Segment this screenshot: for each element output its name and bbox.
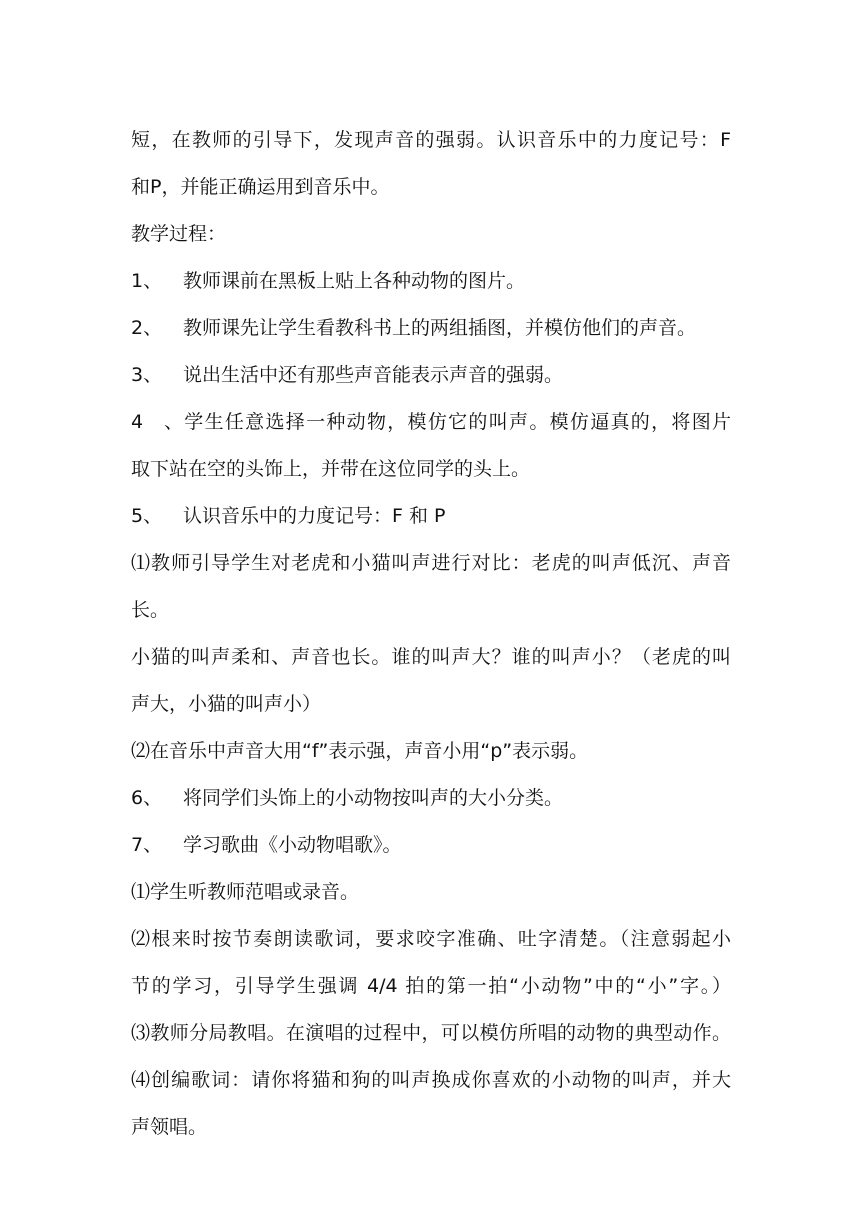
text-line — [131, 1057, 731, 1104]
text-line — [131, 305, 731, 352]
line-text: 说出生活中还有那些声音能表示声音的强弱。 — [183, 364, 564, 386]
text-line — [131, 1104, 731, 1151]
line-text: ⑵根来时按节奏朗读歌词，要求咬字准确、吐字清楚。（注意弱起小 — [131, 928, 731, 950]
line-text: 取下站在空的头饰上，并带在这位同学的头上。 — [131, 458, 531, 480]
list-number: 3、 — [131, 364, 163, 386]
list-number: 7、 — [131, 834, 163, 856]
line-text: ⑵在音乐中声音大用“f”表示强，声音小用“p”表示弱。 — [131, 740, 589, 762]
line-text: 教师课前在黑板上贴上各种动物的图片。 — [183, 270, 526, 292]
line-text: 小猫的叫声柔和、声音也长。谁的叫声大？谁的叫声小？（老虎的叫 — [131, 646, 731, 668]
line-text: ⑴学生听教师范唱或录音。 — [131, 881, 360, 903]
line-text: 节的学习，引导学生强调 4/4 拍的第一拍“小动物”中的“小”字。） — [131, 975, 731, 997]
list-number: 2、 — [131, 317, 163, 339]
text-line — [131, 822, 731, 869]
text-line — [131, 164, 731, 211]
text-line — [131, 258, 731, 305]
line-text: 长。 — [131, 599, 170, 621]
line-text: ⑴教师引导学生对老虎和小猫叫声进行对比：老虎的叫声低沉、声音 — [131, 552, 731, 574]
text-body — [131, 117, 731, 1151]
text-line — [131, 493, 731, 540]
list-number: 5、 — [131, 505, 163, 527]
list-number: 1、 — [131, 270, 163, 292]
text-line — [131, 916, 731, 963]
line-text: 声领唱。 — [131, 1116, 208, 1138]
line-text: ⑶教师分局教唱。在演唱的过程中，可以模仿所唱的动物的典型动作。 — [131, 1022, 731, 1044]
text-line — [131, 446, 731, 493]
line-text: ⑷创编歌词：请你将猫和狗的叫声换成你喜欢的小动物的叫声，并大 — [131, 1069, 731, 1091]
line-text: 学生任意选择一种动物，模仿它的叫声。模仿逼真的，将图片 — [183, 411, 731, 433]
text-line — [131, 540, 731, 587]
line-text: 将同学们头饰上的小动物按叫声的大小分类。 — [183, 787, 564, 809]
line-text: 学习歌曲《小动物唱歌》。 — [183, 834, 402, 856]
text-line — [131, 681, 731, 728]
text-line — [131, 211, 731, 258]
line-text: 认识音乐中的力度记号：F 和 P — [183, 505, 446, 527]
text-line — [131, 399, 731, 446]
list-number: 6、 — [131, 787, 163, 809]
document-page — [131, 117, 731, 1151]
text-line — [131, 963, 731, 1010]
text-line — [131, 869, 731, 916]
text-line — [131, 1010, 731, 1057]
list-number: 4、 — [131, 411, 183, 433]
line-text: 声大，小猫的叫声小） — [131, 693, 322, 715]
text-line — [131, 587, 731, 634]
text-line — [131, 728, 731, 775]
line-text: 教学过程： — [131, 223, 227, 245]
text-line — [131, 117, 731, 164]
line-text: 和P，并能正确运用到音乐中。 — [131, 176, 390, 198]
line-text: 短，在教师的引导下，发现声音的强弱。认识音乐中的力度记号：F — [131, 129, 731, 151]
text-line — [131, 775, 731, 822]
line-text: 教师课先让学生看教科书上的两组插图，并模仿他们的声音。 — [183, 317, 697, 339]
text-line — [131, 634, 731, 681]
text-line — [131, 352, 731, 399]
